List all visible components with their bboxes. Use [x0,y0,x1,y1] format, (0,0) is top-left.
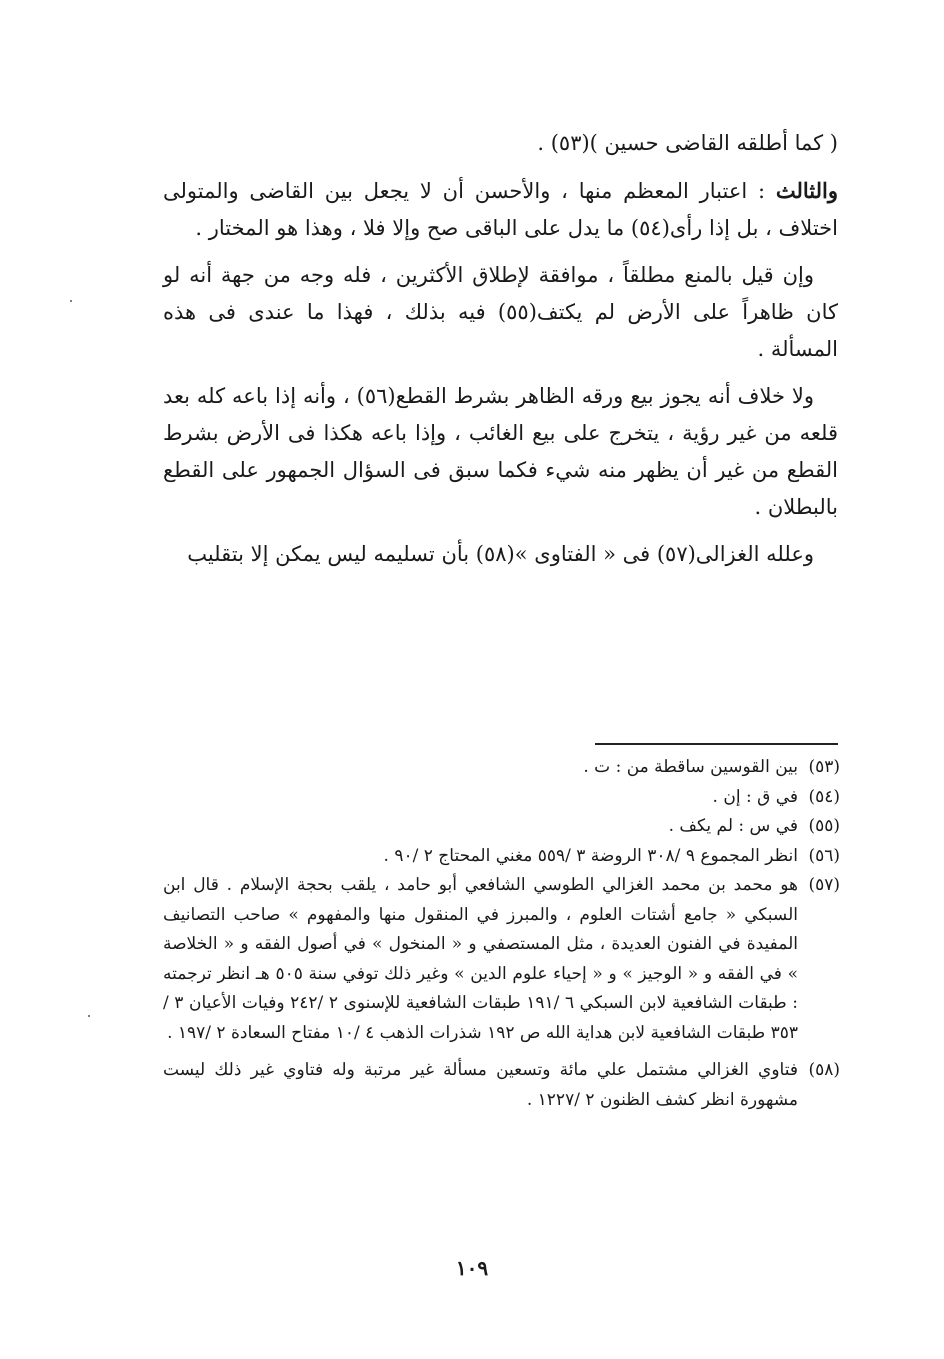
footnote-57 [163,871,840,1048]
paragraph-5-text: وعلله الغزالى(٥٧) فى « الفتاوى »(٥٨) بأن تسليمه ليس يمكن إلا بتقليب [187,542,814,566]
main-text [163,125,838,583]
footnote-number: (٥٥) [808,816,840,836]
footnote-number: (٥٨) [808,1060,840,1080]
footnote-text: هو محمد بن محمد الغزالي الطوسي الشافعي أبو حامد ، يلقب بحجة الإسلام . قال ابن السبكي « جامع أشتات العلوم ، والمبرز في المنقول منها والمفهوم » صاحب التصانيف المفيدة في الفنون العديدة ، مثل المستصفي و « المنخول » في أصول الفقه و « الخلاصة » في الفقه و « الوجيز » و « إحياء علوم الدين » وغير ذلك توفي سنة ٥٠٥ هـ انظر ترجمته : طبقات الشافعية لابن السبكي ٦ /١٩١ طبقات الشافعية للإسنوى ٢ /٢٤٢ وفيات الأعيان ٣ /٣٥٣ طبقات الشافعية لابن هداية الله ص ١٩٢ شذرات الذهب ٤ /١٠ مفتاح السعادة ٢ /١٩٧ . [163,875,798,1043]
scan-speck [88,1015,90,1017]
paragraph-1 [163,125,838,162]
paragraph-5 [163,536,838,573]
page-number: ١٠٩ [455,1256,489,1280]
footnotes [163,753,840,1115]
footnote-number: (٥٦) [808,845,840,866]
footnote-text: بين القوسين ساقطة من : ت . [583,757,798,777]
footnote-number: (٥٤) [808,786,840,807]
footnote-number: (٥٣) [808,757,840,777]
paragraph-3 [163,257,838,368]
footnote-53 [163,753,840,783]
footnote-separator [595,743,838,745]
footnote-54 [163,783,840,813]
footnote-55 [163,812,840,842]
footnote-58 [163,1056,840,1115]
paragraph-2-lead: والثالث [775,178,838,203]
paragraph-1-text: ( كما أطلقه القاضى حسين )(٥٣) . [537,131,838,155]
footnote-text: انظر المجموع ٩ /٣٠٨ الروضة ٣ /٥٥٩ مغني المحتاج ٢ /٩٠ . [383,845,798,866]
paragraph-4 [163,378,838,526]
footnote-text: فتاوي الغزالي مشتمل علي مائة وتسعين مسألة غير مرتبة وله فتاوي غير ذلك ليست مشهورة انظر كشف الظنون ٢ /١٢٢٧ . [163,1060,798,1110]
footnote-number: (٥٧) [808,875,840,895]
footnote-text: في ق : إن . [712,786,798,807]
paragraph-2-text: : اعتبار المعظم منها ، والأحسن أن لا يجعل بين القاضى والمتولى اختلاف ، بل إذا رأى(٥٤) ما يدل على الباقى صح وإلا فلا ، وهذا هو المختار . [163,179,838,240]
footnote-text: في س : لم يكف . [668,816,798,836]
footnote-56 [163,842,840,872]
paragraph-4-text: ولا خلاف أنه يجوز بيع ورقه الظاهر بشرط القطع(٥٦) ، وأنه إذا باعه كله بعد قلعه من غير رؤية ، يتخرج على بيع الغائب ، وإذا باعه هكذا فى الأرض بشرط القطع من غير أن يظهر منه شيء فكما سبق فى السؤال الجمهور على القطع بالبطلان . [163,384,838,519]
paragraph-3-text: وإن قيل بالمنع مطلقاً ، موافقة لإطلاق الأكثرين ، فله وجه من جهة أنه لو كان ظاهراً على الأرض لم يكتف(٥٥) فيه بذلك ، فهذا ما عندى فى هذه المسألة . [163,263,838,361]
scan-speck [70,300,72,302]
paragraph-2 [163,172,838,247]
